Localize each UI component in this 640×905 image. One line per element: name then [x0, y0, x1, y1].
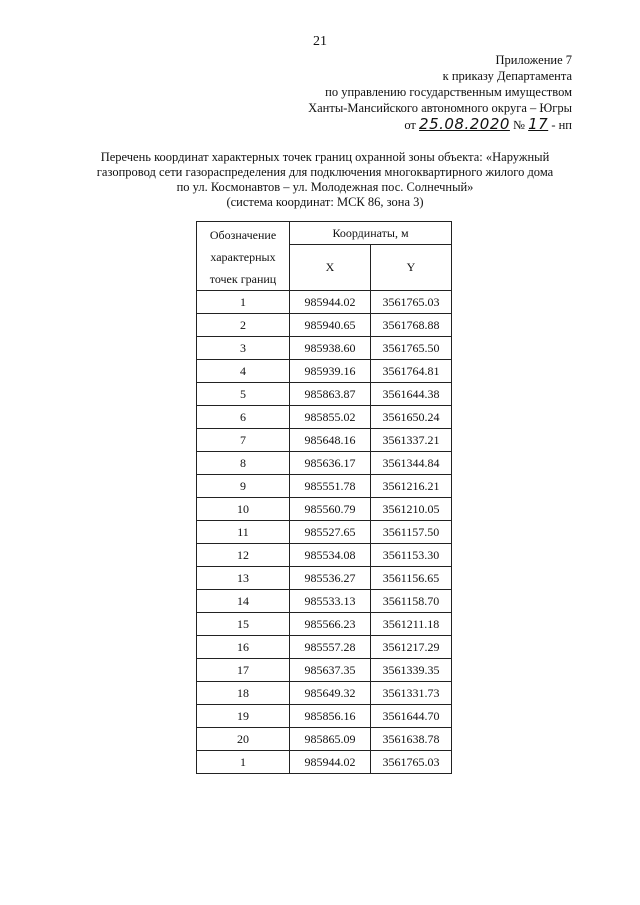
title-line: газопровод сети газораспределения для подключения многоквартирного жилого дома — [96, 165, 554, 179]
header-point-line: характерных — [210, 250, 276, 264]
table-row — [197, 452, 452, 475]
header-point-designation — [197, 222, 290, 291]
table-row — [197, 682, 452, 705]
y-coordinate-cell: 3561211.18 — [371, 613, 452, 636]
point-id-cell: 10 — [197, 498, 290, 521]
point-id-cell: 19 — [197, 705, 290, 728]
coordinate-system-line: (система координат: МСК 86, зона 3) — [226, 195, 424, 209]
order-line — [308, 116, 572, 133]
table-row — [197, 314, 452, 337]
x-coordinate-cell: 985566.23 — [290, 613, 371, 636]
table-row — [197, 498, 452, 521]
y-coordinate-cell: 3561765.03 — [371, 291, 452, 314]
table-row — [197, 751, 452, 774]
x-coordinate-cell: 985649.32 — [290, 682, 371, 705]
x-coordinate-cell: 985939.16 — [290, 360, 371, 383]
point-id-cell: 7 — [197, 429, 290, 452]
point-id-cell: 17 — [197, 659, 290, 682]
table-row — [197, 360, 452, 383]
x-coordinate-cell: 985527.65 — [290, 521, 371, 544]
y-coordinate-cell: 3561768.88 — [371, 314, 452, 337]
title-line: Перечень координат характерных точек границ охранной зоны объекта: «Наружный — [100, 150, 550, 164]
appendix-line: Ханты-Мансийского автономного округа – Югры — [308, 101, 572, 115]
y-coordinate-cell: 3561216.21 — [371, 475, 452, 498]
x-coordinate-cell: 985560.79 — [290, 498, 371, 521]
x-coordinate-cell: 985648.16 — [290, 429, 371, 452]
point-id-cell: 5 — [197, 383, 290, 406]
point-id-cell: 9 — [197, 475, 290, 498]
table-row — [197, 659, 452, 682]
table-row — [197, 429, 452, 452]
point-id-cell: 1 — [197, 291, 290, 314]
appendix-block — [308, 52, 572, 133]
y-coordinate-cell: 3561650.24 — [371, 406, 452, 429]
coordinates-table — [196, 221, 452, 774]
y-coordinate-cell: 3561156.65 — [371, 567, 452, 590]
table-row — [197, 636, 452, 659]
header-point-line: точек границ — [209, 272, 277, 286]
appendix-line: по управлению государственным имуществом — [325, 85, 572, 99]
y-coordinate-cell: 3561153.30 — [371, 544, 452, 567]
table-row — [197, 521, 452, 544]
table-row — [197, 291, 452, 314]
table-row — [197, 383, 452, 406]
y-coordinate-cell: 3561764.81 — [371, 360, 452, 383]
table-body — [197, 291, 452, 774]
table-row — [197, 613, 452, 636]
x-coordinate-cell: 985865.09 — [290, 728, 371, 751]
y-coordinate-cell: 3561217.29 — [371, 636, 452, 659]
order-date: 25.08.2020 — [419, 115, 510, 133]
x-coordinate-cell: 985551.78 — [290, 475, 371, 498]
y-coordinate-cell: 3561344.84 — [371, 452, 452, 475]
point-id-cell: 20 — [197, 728, 290, 751]
order-suffix: - нп — [551, 118, 572, 132]
y-coordinate-cell: 3561157.50 — [371, 521, 452, 544]
x-coordinate-cell: 985938.60 — [290, 337, 371, 360]
point-id-cell: 13 — [197, 567, 290, 590]
table-row — [197, 337, 452, 360]
x-coordinate-cell: 985940.65 — [290, 314, 371, 337]
point-id-cell: 18 — [197, 682, 290, 705]
header-x: X — [290, 245, 371, 291]
header-point-line: Обозначение — [209, 228, 277, 242]
point-id-cell: 4 — [197, 360, 290, 383]
y-coordinate-cell: 3561765.50 — [371, 337, 452, 360]
x-coordinate-cell: 985855.02 — [290, 406, 371, 429]
y-coordinate-cell: 3561158.70 — [371, 590, 452, 613]
point-id-cell: 11 — [197, 521, 290, 544]
point-id-cell: 12 — [197, 544, 290, 567]
point-id-cell: 8 — [197, 452, 290, 475]
header-coordinates: Координаты, м — [290, 222, 452, 245]
table-row — [197, 406, 452, 429]
y-coordinate-cell: 3561339.35 — [371, 659, 452, 682]
table-row — [197, 590, 452, 613]
point-id-cell: 14 — [197, 590, 290, 613]
table-row — [197, 544, 452, 567]
x-coordinate-cell: 985863.87 — [290, 383, 371, 406]
x-coordinate-cell: 985533.13 — [290, 590, 371, 613]
x-coordinate-cell: 985557.28 — [290, 636, 371, 659]
x-coordinate-cell: 985536.27 — [290, 567, 371, 590]
point-id-cell: 6 — [197, 406, 290, 429]
point-id-cell: 2 — [197, 314, 290, 337]
y-coordinate-cell: 3561638.78 — [371, 728, 452, 751]
point-id-cell: 16 — [197, 636, 290, 659]
y-coordinate-cell: 3561765.03 — [371, 751, 452, 774]
y-coordinate-cell: 3561644.70 — [371, 705, 452, 728]
page-number: 21 — [313, 34, 327, 49]
x-coordinate-cell: 985856.16 — [290, 705, 371, 728]
y-coordinate-cell: 3561644.38 — [371, 383, 452, 406]
point-id-cell: 15 — [197, 613, 290, 636]
y-coordinate-cell: 3561210.05 — [371, 498, 452, 521]
x-coordinate-cell: 985637.35 — [290, 659, 371, 682]
x-coordinate-cell: 985944.02 — [290, 291, 371, 314]
point-id-cell: 1 — [197, 751, 290, 774]
appendix-line: к приказу Департамента — [442, 69, 572, 83]
y-coordinate-cell: 3561337.21 — [371, 429, 452, 452]
x-coordinate-cell: 985636.17 — [290, 452, 371, 475]
table-row — [197, 728, 452, 751]
document-title — [60, 150, 590, 210]
x-coordinate-cell: 985944.02 — [290, 751, 371, 774]
order-prefix: от — [404, 118, 416, 132]
header-y: Y — [371, 245, 452, 291]
title-line: по ул. Космонавтов – ул. Молодежная пос. Солнечный» — [176, 180, 474, 194]
table-row — [197, 567, 452, 590]
appendix-line: Приложение 7 — [495, 53, 572, 67]
order-number: 17 — [528, 115, 549, 133]
table-row — [197, 475, 452, 498]
y-coordinate-cell: 3561331.73 — [371, 682, 452, 705]
point-id-cell: 3 — [197, 337, 290, 360]
x-coordinate-cell: 985534.08 — [290, 544, 371, 567]
order-number-label: № — [513, 118, 525, 132]
table-row — [197, 705, 452, 728]
